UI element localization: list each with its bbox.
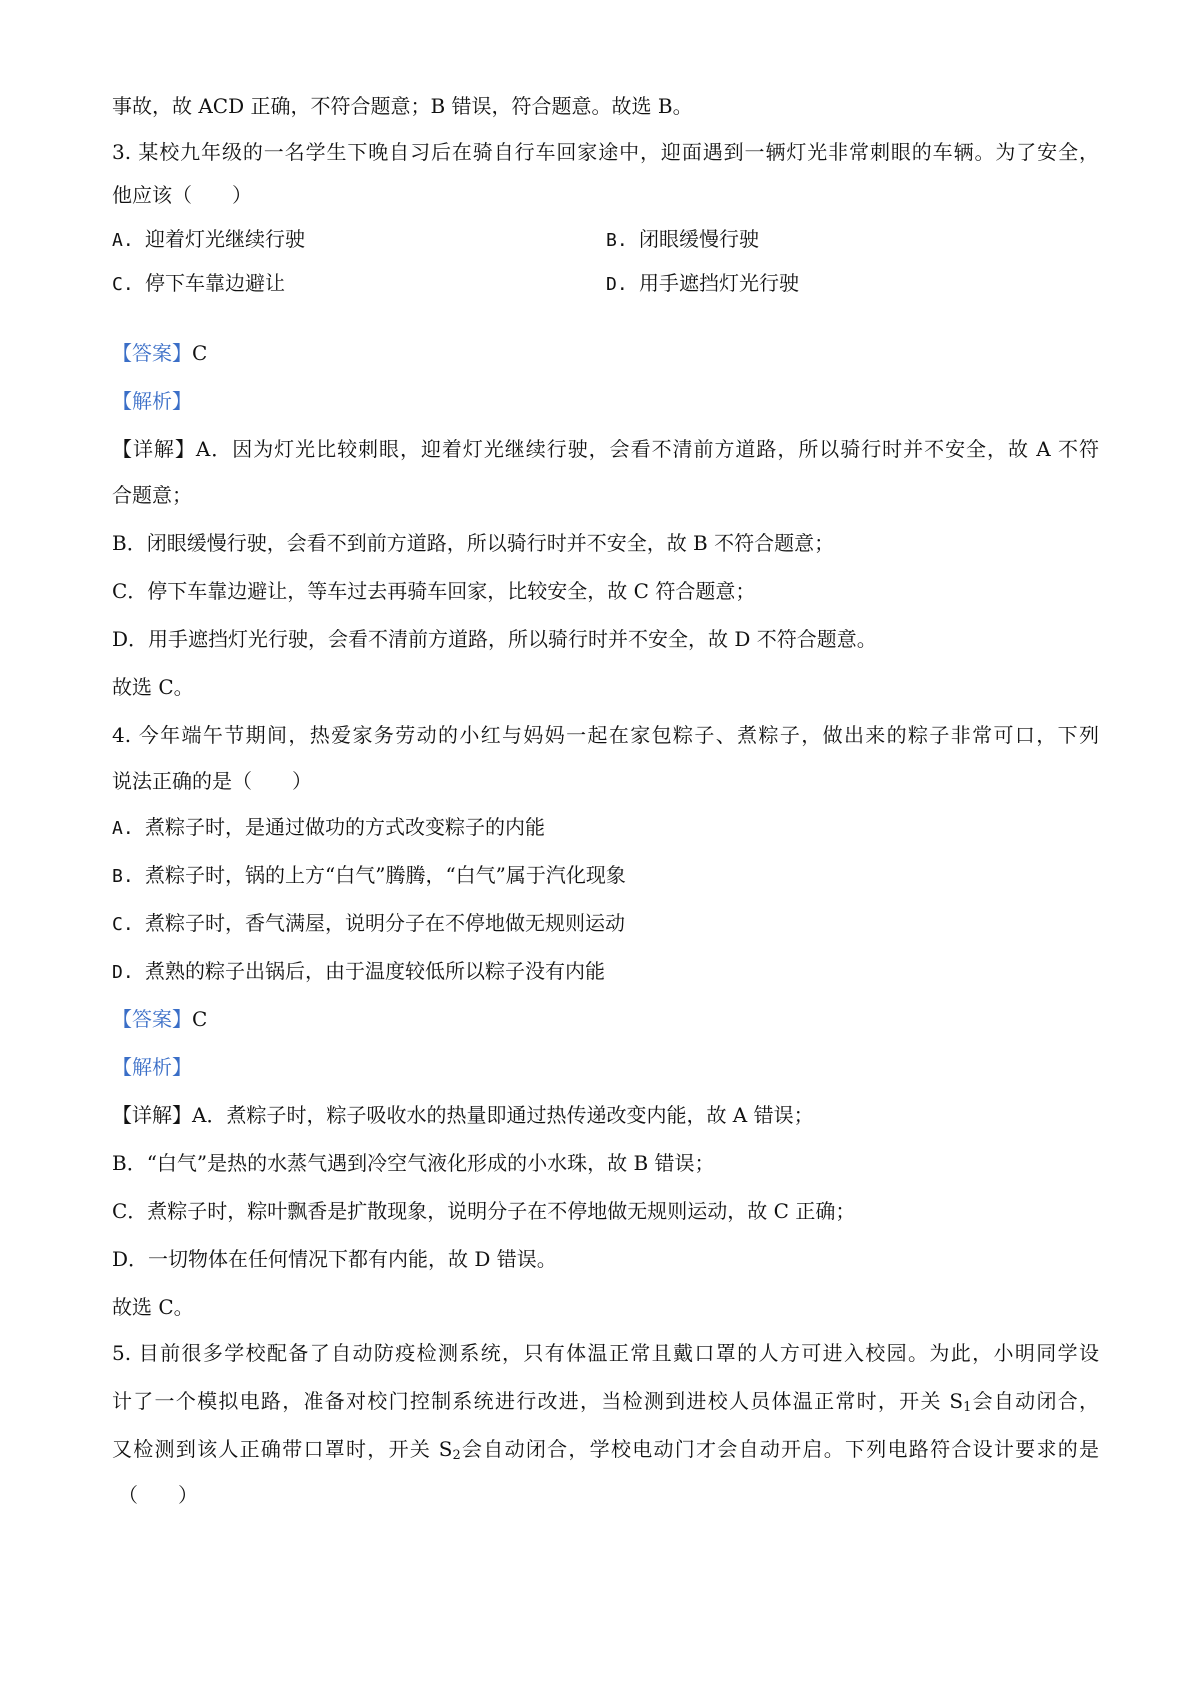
q4-analysis-tag [112, 1053, 192, 1081]
option-text: 迎着灯光继续行驶 [145, 227, 305, 251]
option-letter: B. [112, 866, 134, 887]
q4-option-c [112, 909, 625, 939]
q4-answer [112, 1005, 207, 1033]
q3-detail-c: C．停下车靠边避让，等车过去再骑车回家，比较安全，故 C 符合题意； [112, 579, 756, 603]
question-5-blank: （ ） [118, 1483, 198, 1507]
option-letter: C. [112, 914, 134, 935]
q3-detail-d: D．用手遮挡灯光行驶，会看不清前方道路，所以骑行时并不安全，故 D 不符合题意。 [112, 627, 877, 651]
detail-tag: 【详解】 [112, 1103, 192, 1127]
subscript: 2 [452, 1448, 461, 1463]
text-line: 事故，故 ACD 正确，不符合题意；B 错误，符合题意。故选 B。 [112, 94, 693, 118]
option-text: 煮粽子时，是通过做功的方式改变粽子的内能 [145, 815, 545, 839]
option-text: 煮粽子时，香气满屋，说明分子在不停地做无规则运动 [145, 911, 625, 935]
option-letter: C. [112, 274, 134, 295]
question-5-stem: 5. 目前很多学校配备了自动防疫检测系统，只有体温正常且戴口罩的人方可进入校园。为此，小明同学设 [112, 1341, 1099, 1365]
option-letter: D. [112, 962, 134, 983]
option-letter: A. [112, 818, 134, 839]
q3-analysis-tag [112, 387, 192, 415]
question-5-stem-2 [112, 1387, 1099, 1422]
q3-option-b [606, 225, 759, 255]
subscript: 1 [963, 1400, 972, 1415]
detail-text: A．煮粽子时，粽子吸收水的热量即通过热传递改变内能，故 A 错误； [192, 1103, 814, 1127]
stem-text: 会自动闭合，学校电动门才会自动开启。下列电路符合设计要求的是 [460, 1437, 1100, 1461]
option-text: 煮粽子时，锅的上方“白气”腾腾，“白气”属于汽化现象 [145, 863, 626, 887]
question-3-stem-end: 他应该（ ） [112, 183, 252, 207]
analysis-tag: 【解析】 [112, 1055, 192, 1079]
option-letter: A. [112, 230, 134, 251]
option-letter: D. [606, 274, 628, 295]
question-3-stem: 3. 某校九年级的一名学生下晚自习后在骑自行车回家途中，迎面遇到一辆灯光非常刺眼的车辆。为了安全， [112, 140, 1099, 164]
detail-tag: 【详解】 [112, 437, 196, 461]
q3-option-c [112, 269, 285, 299]
stem-text: 又检测到该人正确带口罩时，开关 S [112, 1437, 453, 1461]
q4-option-d [112, 957, 605, 987]
q3-detail-a-end: 合题意； [112, 483, 192, 507]
answer-tag: 【答案】 [112, 1007, 192, 1031]
question-4-stem: 4. 今年端午节期间，热爱家务劳动的小红与妈妈一起在家包粽子、煮粽子，做出来的粽子非常可口，下列 [112, 723, 1099, 747]
q3-selection: 故选 C。 [112, 675, 194, 699]
detail-text: A．因为灯光比较刺眼，迎着灯光继续行驶，会看不清前方道路，所以骑行时并不安全，故 A 不符 [195, 437, 1100, 461]
stem-text: 会自动闭合， [971, 1389, 1100, 1413]
stem-text: 计了一个模拟电路，准备对校门控制系统进行改进，当检测到进校人员体温正常时，开关 S [112, 1389, 964, 1413]
question-5-stem-3 [112, 1435, 1099, 1470]
q4-detail-a [112, 1101, 814, 1129]
option-text: 用手遮挡灯光行驶 [639, 271, 799, 295]
option-letter: B. [606, 230, 628, 251]
question-4-stem-end: 说法正确的是（ ） [112, 769, 312, 793]
option-text: 停下车靠边避让 [145, 271, 285, 295]
q4-detail-d: D．一切物体在任何情况下都有内能，故 D 错误。 [112, 1247, 557, 1271]
q4-option-b [112, 861, 626, 891]
q3-detail-b: B．闭眼缓慢行驶，会看不到前方道路，所以骑行时并不安全，故 B 不符合题意； [112, 531, 835, 555]
q4-detail-b: B．“白气”是热的水蒸气遇到冷空气液化形成的小水珠，故 B 错误； [112, 1151, 715, 1175]
option-text: 煮熟的粽子出锅后，由于温度较低所以粽子没有内能 [145, 959, 605, 983]
q3-answer [112, 339, 207, 367]
answer-value: C [192, 341, 208, 365]
q3-detail-a [112, 435, 1099, 463]
option-text: 闭眼缓慢行驶 [639, 227, 759, 251]
analysis-tag: 【解析】 [112, 389, 192, 413]
q4-option-a [112, 813, 545, 843]
q4-detail-c: C．煮粽子时，粽叶飘香是扩散现象，说明分子在不停地做无规则运动，故 C 正确； [112, 1199, 856, 1223]
answer-value: C [192, 1007, 208, 1031]
q3-option-d [606, 269, 799, 299]
q3-option-a [112, 225, 305, 255]
q4-selection: 故选 C。 [112, 1295, 194, 1319]
answer-tag: 【答案】 [112, 341, 192, 365]
